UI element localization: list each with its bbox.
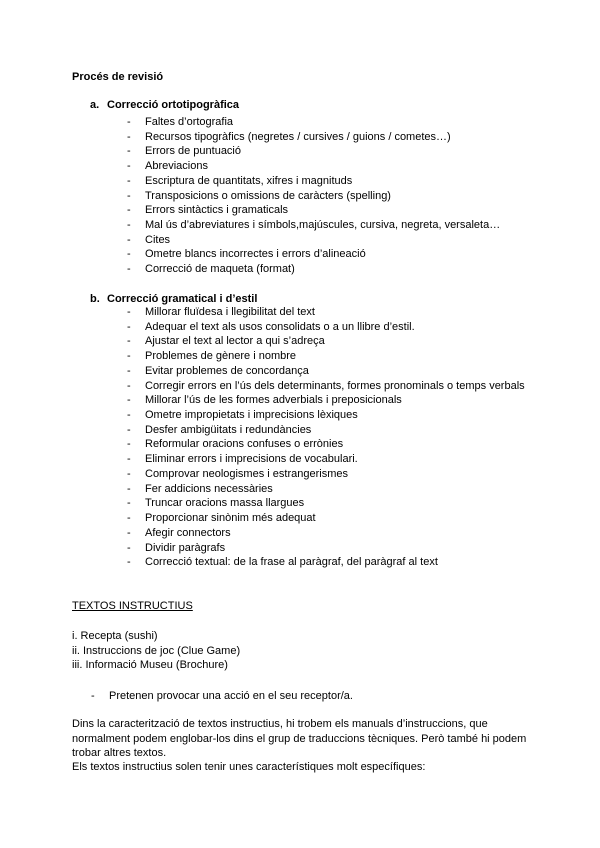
section-heading-instructius: TEXTOS INSTRUCTIUS: [72, 600, 193, 612]
section-number: b.: [90, 293, 100, 305]
page-title: Procés de revisió: [72, 71, 164, 83]
section-heading-a: [90, 99, 239, 111]
section-title: Correcció ortotipogràfica: [107, 99, 240, 111]
examples-list: [72, 629, 240, 673]
bullet-point: - Pretenen provocar una acció en el seu receptor/a.: [91, 690, 353, 702]
section-title: Correcció gramatical i d’estil: [107, 293, 258, 305]
document-page: Procés de revisió a. Correcció ortotipogràfica - Faltes d’ortografia - Recursos tipogràfics (negretes / cursives / guions / cometes…) - Errors de puntuació - Abreviacions - Escriptura de quantitats, xifres i magnituds - Transposicions o omissions de caràcters (spelling) - Errors sintàctics i gramaticals - Mal ús d’abreviatures i símbols,majúscules, cursiva, negreta, versaleta… - Cites - Ometre blancs incorrectes i errors d’alineació - Correcció de maqueta (format) b. Correcció gramatical i d’estil - Millorar fluïdesa i llegibilitat del text - Adequar el text als usos consolidats o a un llibre d’estil. - Ajustar el text al lector a qui s’adreça - Problemes de gènere i nombre - Evitar problemes de concordança - Corregir errors en l’ús dels determinants, formes pronominals o temps verbals - Millorar l’ús de les formes adverbials i preposicionals - Ometre impropietats i imprecisions lèxiques - Desfer ambigüitats i redundàncies - Reformular oracions confuses o errònies - Eliminar errors i imprecisions de vocabulari. - Comprovar neologismes i estrangerismes - Fer addicions necessàries - Truncar oracions massa llargues - Proporcionar sinònim més adequat - Afegir connectors - Dividir paràgrafs - Correcció textual: de la frase al paràgraf, del paràgraf al text TEXTOS INSTRUCTIUS i. Recepta (sushi) ii. Instruccions de joc (Clue Game) iii. Informació Museu (Brochure) - Pretenen provocar una acció en el seu receptor/a. Dins la caracterització de textos instructius, hi trobem els manuals d’instruccions, que normalment podem englobar-los dins el grup de traduccions tècniques. Però també hi podem trobar altres textos. Els textos instructius solen tenir unes característiques molt específiques:: [0, 0, 600, 848]
list-item: ii. Instruccions de joc (Clue Game): [72, 644, 241, 657]
section-heading-b: [90, 293, 257, 305]
list-item: iii. Informació Museu (Brochure): [72, 659, 228, 671]
paragraph: Dins la caracterització de textos instructius, hi trobem els manuals d’instruccions, que normalment podem englobar-los dins el grup de traduccions tècniques. Però també hi podem trobar altres textos.: [72, 718, 527, 759]
paragraph: Els textos instructius solen tenir unes característiques molt específiques:: [72, 761, 426, 773]
section-number: a.: [90, 99, 100, 111]
list-item: i. Recepta (sushi): [72, 630, 158, 642]
